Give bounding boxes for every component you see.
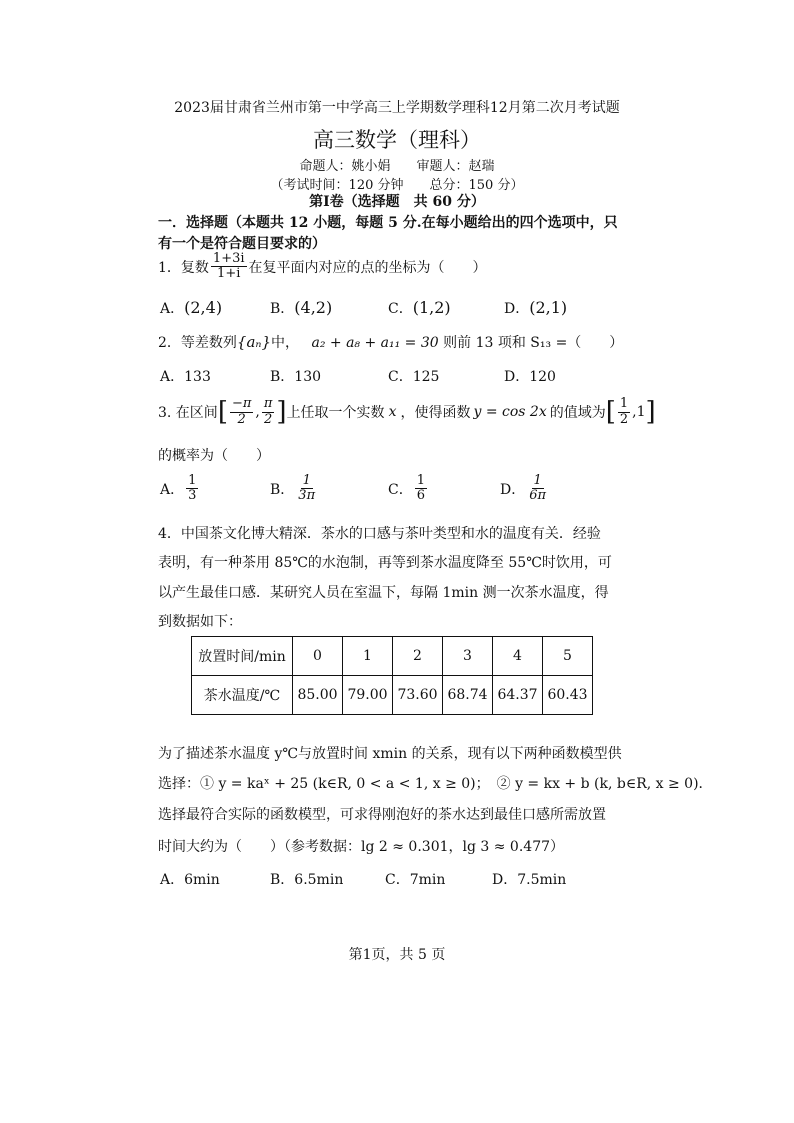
table-cell: 68.74 (443, 676, 493, 715)
q2-option-b: B．130 (270, 369, 322, 385)
q3-mid3: 的值域为 (549, 405, 606, 421)
table-row (192, 637, 593, 676)
q1-option-c: C．(1,2) (388, 298, 451, 317)
section-heading-line2: 有一个是符合题目要求的） (158, 236, 326, 252)
q4-after-line-1: 为了描述茶水温度 y℃与放置时间 xmin 的关系，现有以下两种函数模型供 (158, 746, 622, 762)
q1-frac-num: 1+3i (212, 251, 245, 266)
q4-model-line: 选择：① y = kaˣ + 25 (k∈R, 0 < a < 1, x ≥ 0)； ② y = kx + b (k, b∈R, x ≥ 0)． (158, 776, 713, 792)
q4-line-1: 4．中国茶文化博大精深．茶水的口感与茶叶类型和水的温度有关．经验 (158, 526, 601, 542)
time-line: （考试时间：120 分钟 总分：150 分） (270, 178, 524, 193)
table-header-cell: 茶水温度/℃ (192, 676, 293, 715)
q1-fraction (211, 252, 247, 282)
interval-right-bracket: ] (276, 397, 287, 427)
q3-interval-right: $\frac{\pi}{2}$ (263, 396, 273, 427)
q4-line-4: 到数据如下： (158, 614, 242, 630)
q3-prefix: 3. 在区间 (158, 405, 218, 421)
q3-var: x (388, 404, 397, 420)
subject-title: 高三数学（理科） (313, 128, 481, 152)
q3-option-d: D． $\frac{1}{6\pi}$ (500, 473, 547, 504)
question-2 (158, 332, 623, 352)
q3-range-right: ,1 (632, 404, 646, 420)
question-1 (158, 252, 487, 282)
table-header-cell: 放置时间/min (192, 637, 293, 676)
range-left-bracket: [ (605, 397, 616, 427)
q4-line-2: 表明，有一种茶用 85℃的水泡制，再等到茶水温度降至 55℃时饮用，可 (158, 555, 612, 571)
q2-suffix: 则前 13 项和 S₁₃ =（ ） (438, 335, 624, 351)
q1-prefix: 1．复数 (158, 259, 209, 276)
volume-title: 第Ⅰ卷（选择题 共 60 分） (309, 194, 485, 210)
question-3: 3. 在区间 [ $\frac{-\pi}{2}$ , $\frac{\pi}{2}$ ] 上任取一个实数 x ，使得函数 y = cos 2x 的值域为 [ $\frac{1}{2}$ ,1 ] (158, 396, 656, 427)
q3-option-a: A． $\frac{1}{3}$ (160, 473, 197, 504)
q4-option-c: C．7min (385, 872, 446, 888)
q2-sequence: {aₙ} (236, 333, 272, 351)
table-cell: 0 (293, 637, 343, 676)
table-cell: 60.43 (543, 676, 593, 715)
table-cell: 85.00 (293, 676, 343, 715)
table-row (192, 676, 593, 715)
author-line: 命题人：姚小娟 审题人：赵瑞 (299, 159, 495, 174)
q1-suffix: 在复平面内对应的点的坐标为（ ） (248, 259, 487, 276)
table-cell: 64.37 (493, 676, 543, 715)
table-cell: 73.60 (393, 676, 443, 715)
q1-option-b: B．(4,2) (270, 298, 333, 317)
section-heading-line1: 一．选择题（本题共 12 小题，每题 5 分.在每小题给出的四个选项中，只 (158, 215, 618, 231)
q2-mid: 中， (271, 335, 300, 351)
q3-function: y = cos 2x (473, 404, 547, 420)
q4-option-a: A．6min (160, 872, 220, 888)
table-cell: 4 (493, 637, 543, 676)
q3-options (160, 474, 660, 514)
q3-option-c: C． $\frac{1}{6}$ (388, 473, 425, 504)
q1-option-d: D．(2,1) (504, 298, 568, 317)
q2-options (160, 366, 660, 386)
range-right-bracket: ] (645, 397, 656, 427)
q2-prefix: 2．等差数列 (158, 335, 237, 351)
page-footer: 第1页，共 5 页 (348, 947, 446, 963)
q3-option-b: B． $\frac{1}{3\pi}$ (270, 473, 316, 504)
q1-frac-den: 1+i (217, 266, 241, 282)
table-cell: 1 (343, 637, 393, 676)
q3-mid2: ，使得函数 (400, 405, 471, 421)
q2-option-a: A．133 (160, 369, 211, 385)
q3-line2: 的概率为（ ） (158, 448, 270, 464)
q3-interval-left: $\frac{-\pi}{2}$ (231, 396, 252, 427)
interval-left-bracket: [ (217, 397, 228, 427)
q1-option-a: A．(2,4) (160, 298, 223, 317)
table-cell: 5 (543, 637, 593, 676)
q4-option-d: D．7.5min (492, 872, 567, 888)
data-table (191, 636, 593, 715)
table-cell: 2 (393, 637, 443, 676)
q4-options (160, 869, 660, 889)
table-cell: 3 (443, 637, 493, 676)
q2-option-c: C．125 (388, 369, 440, 385)
q4-after-line-3: 选择最符合实际的函数模型，可求得刚泡好的茶水达到最佳口感所需放置 (158, 807, 606, 823)
q3-range-frac: $\frac{1}{2}$ (619, 396, 629, 427)
q4-line-3: 以产生最佳口感．某研究人员在室温下，每隔 1min 测一次茶水温度，得 (158, 585, 609, 601)
q2-equation: a₂ + a₈ + a₁₁ = 30 (311, 335, 439, 351)
exam-title: 2023届甘肃省兰州市第一中学高三上学期数学理科12月第二次月考试题 (174, 100, 620, 116)
q1-options (160, 298, 660, 320)
q3-mid: 上任取一个实数 (286, 405, 385, 421)
q4-after-line-4: 时间大约为（ ）（参考数据：lg 2 ≈ 0.301，lg 3 ≈ 0.477） (158, 839, 565, 855)
q2-option-d: D．120 (504, 369, 556, 385)
table-cell: 79.00 (343, 676, 393, 715)
q4-option-b: B．6.5min (270, 872, 344, 888)
